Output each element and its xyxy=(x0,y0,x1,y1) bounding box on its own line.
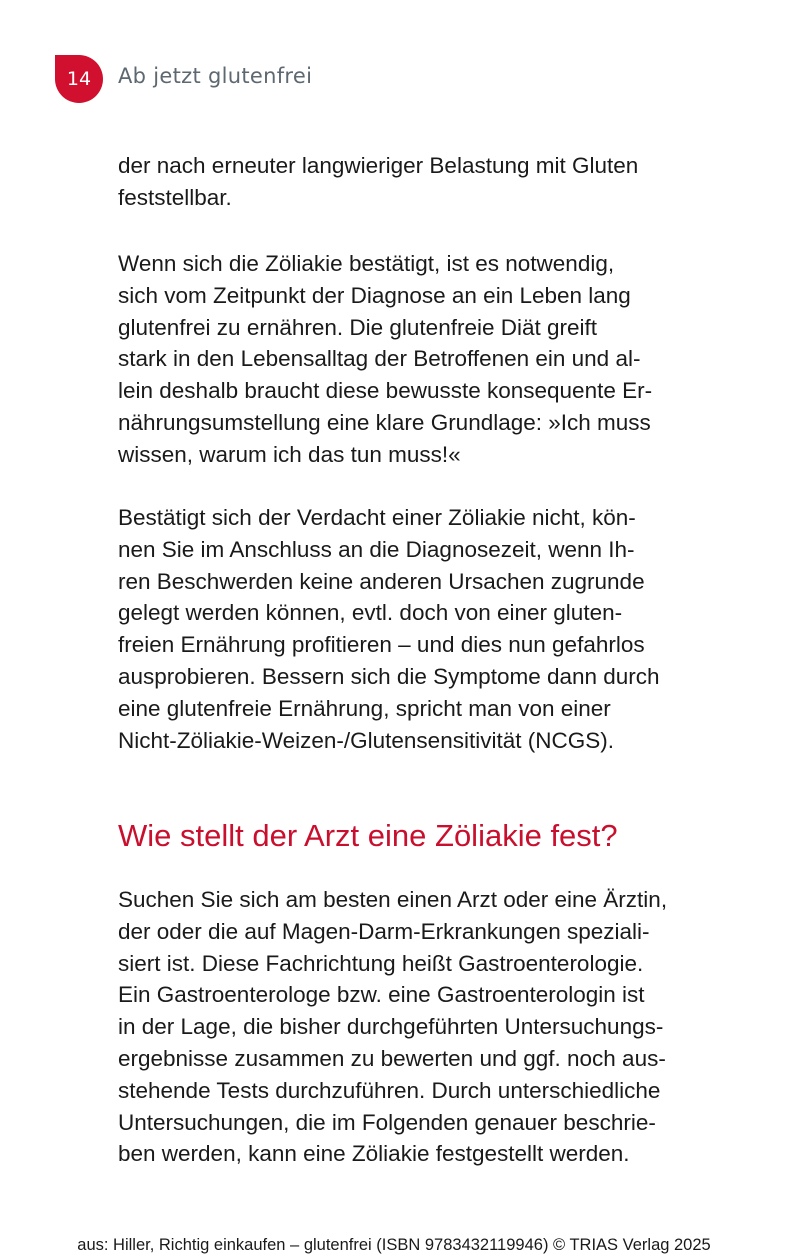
copyright-footer: aus: Hiller, Richtig einkaufen – glutenfrei (ISBN 9783432119946) © TRIAS Verlag 2025 xyxy=(77,1236,711,1254)
text-line: Ein Gastroenterologe bzw. eine Gastroenterologin ist xyxy=(118,982,645,1008)
text-line: gelegt werden können, evtl. doch von einer gluten- xyxy=(118,600,623,626)
text-line: Nicht-Zöliakie-Weizen-/Glutensensitivität (NCGS). xyxy=(118,727,614,753)
text-line: Wenn sich die Zöliakie bestätigt, ist es notwendig, xyxy=(118,251,615,276)
text-line: ergebnisse zusammen zu bewerten und ggf. noch aus- xyxy=(118,1045,666,1071)
text-line: Bestätigt sich der Verdacht einer Zöliakie nicht, kön- xyxy=(118,505,636,530)
text-line: nährungsumstellung eine klare Grundlage: »Ich muss xyxy=(118,409,651,435)
text-line: Untersuchungen, die im Folgenden genauer beschrie- xyxy=(118,1109,656,1135)
running-title: Ab jetzt glutenfrei xyxy=(118,64,313,88)
text-line: in der Lage, die bisher durchgeführten Untersuchungs- xyxy=(118,1014,664,1040)
text-line: Suchen Sie sich am besten einen Arzt oder eine Ärztin, xyxy=(118,887,668,912)
text-line: wissen, warum ich das tun muss!« xyxy=(118,441,461,467)
text-line: nen Sie im Anschluss an die Diagnosezeit, wenn Ih- xyxy=(118,536,635,562)
paragraph xyxy=(118,502,660,756)
paragraph xyxy=(118,248,652,471)
paragraph xyxy=(118,884,667,1170)
text-line: stark in den Lebensalltag der Betroffenen ein und al- xyxy=(118,346,641,372)
page-number-badge: 14 xyxy=(55,55,103,103)
text-line: eine glutenfreie Ernährung, spricht man von einer xyxy=(118,695,611,721)
text-line: feststellbar. xyxy=(118,184,232,210)
text-line: ren Beschwerden keine anderen Ursachen zugrunde xyxy=(118,568,645,594)
text-line: siert ist. Diese Fachrichtung heißt Gastroenterologie. xyxy=(118,950,644,976)
text-line: ben werden, kann eine Zöliakie festgestellt werden. xyxy=(118,1141,630,1167)
text-line: der nach erneuter langwieriger Belastung mit Gluten xyxy=(118,153,639,178)
text-line: lein deshalb braucht diese bewusste konsequente Er- xyxy=(118,378,653,404)
text-line: freien Ernährung profitieren – und dies nun gefahrlos xyxy=(118,632,645,658)
text-line: sich vom Zeitpunkt der Diagnose an ein Leben lang xyxy=(118,282,631,308)
paragraph xyxy=(118,150,638,214)
section-heading: Wie stellt der Arzt eine Zöliakie fest? xyxy=(118,818,618,853)
text-line: ausprobieren. Bessern sich die Symptome dann durch xyxy=(118,663,660,689)
text-line: stehende Tests durchzuführen. Durch unterschiedliche xyxy=(118,1077,661,1103)
text-line: der oder die auf Magen-Darm-Erkrankungen speziali- xyxy=(118,918,650,944)
text-line: glutenfrei zu ernähren. Die glutenfreie Diät greift xyxy=(118,314,598,340)
